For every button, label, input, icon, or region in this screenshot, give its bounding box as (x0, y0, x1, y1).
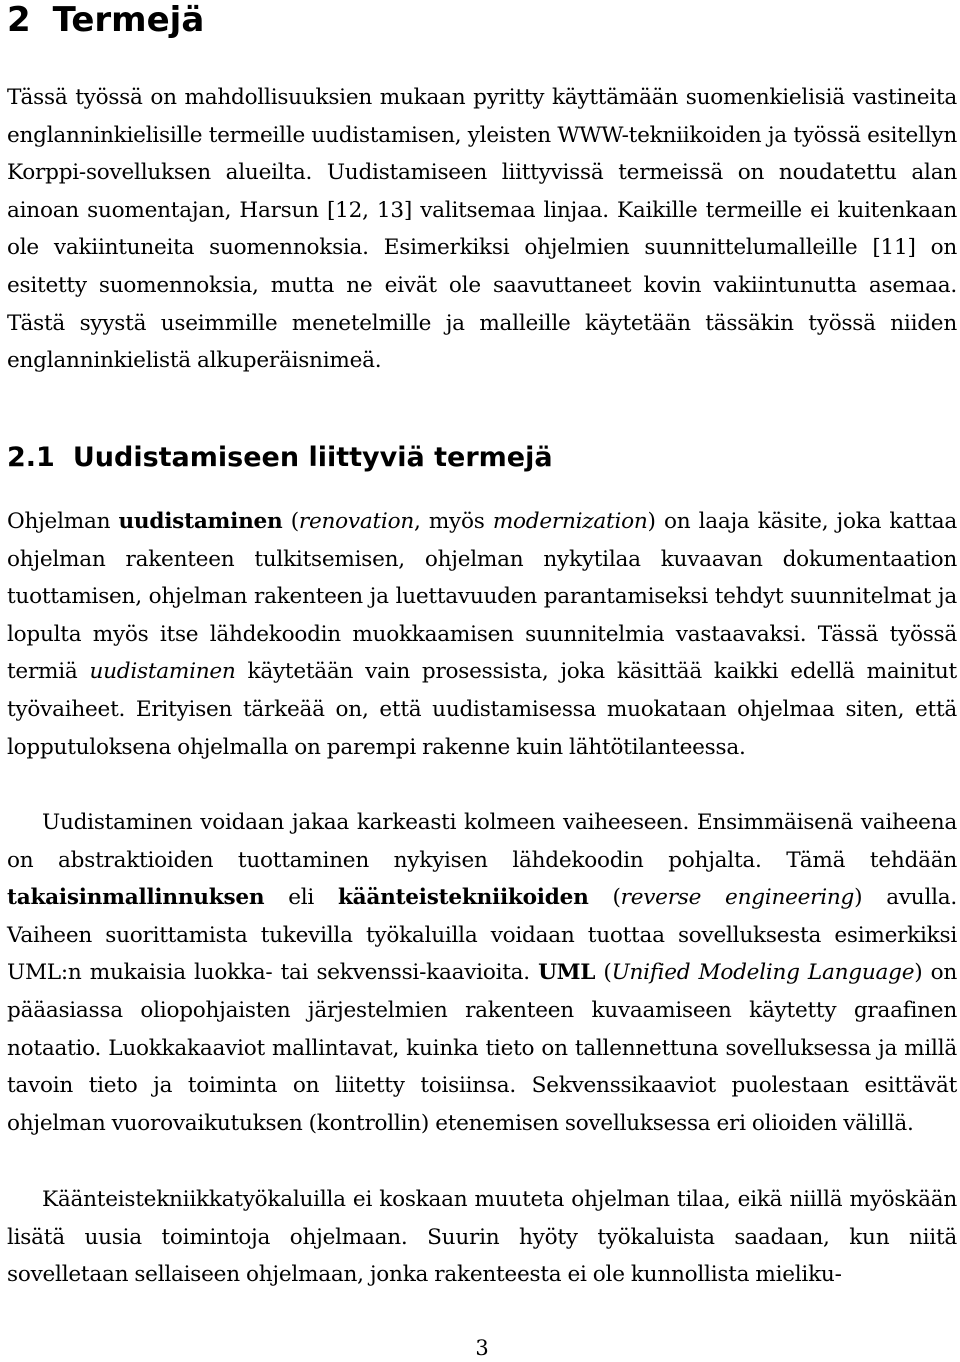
section-title: Uudistamiseen liittyviä termejä (72, 442, 553, 473)
section-heading (7, 440, 553, 476)
text-run: ) on laaja käsite, joka kattaa ohjelman rakenteen tulkitsemisen, ohjelman nykytilaa kuvaavan dokumentaation tuottamisen, ohjelman rakenteen ja luettavuuden parantamiseksi tehdyt suunnitelmat ja lopulta myös itse lähdekoodin muokkaamisen suunnitelmia vastaavaksi. Tässä työssä termiä (7, 509, 957, 685)
term-italic: uudistaminen (89, 659, 236, 685)
text-run: ) avulla. Vaiheen suorittamista tukevilla työkaluilla voidaan tuottaa sovelluksesta esimerkiksi UML:n mukaisia luokka- tai sekvenssi-kaavioita. (7, 885, 957, 986)
section-number: 2.1 (7, 442, 55, 473)
chapter-number: 2 (7, 0, 31, 40)
intro-paragraph (7, 79, 957, 380)
text-run: , myös (413, 509, 493, 534)
intro-text: Tässä työssä on mahdollisuuksien mukaan pyritty käyttämään suomenkielisiä vastineita englanninkielisille termeille uudistamisen, yleisten WWW-tekniikoiden ja työssä esitellyn Korppi-sovelluksen alueilta. Uudistamiseen liittyvissä termeissä on noudatettu alan ainoan suomentajan, Harsun [12, 13] valitsemaa linjaa. Kaikille termeille ei kuitenkaan ole vakiintuneita suomennoksia. Esimerkiksi ohjelmien suunnittelumalleille [11] on esitetty suomennoksia, mutta ne eivät ole saavuttaneet kovin vakiintunutta asemaa. Tästä syystä useimmille menetelmille ja malleille käytetään tässäkin työssä niiden englanninkielistä alkuperäisnimeä. (7, 85, 957, 374)
text-run: Käänteistekniikkatyökaluilla ei koskaan muuteta ohjelman tilaa, eikä niillä myöskään lisätä uusia toimintoja ohjelmaan. Suurin hyöty työkaluista saadaan, kun niitä sovelletaan sellaiseen ohjelmaan, jonka rakenteesta ei ole kunnollista mieliku- (7, 1187, 957, 1288)
chapter-title: Termejä (52, 0, 205, 40)
term-bold: UML (538, 960, 596, 986)
text-run: ) on pääasiassa oliopohjaisten järjestelmien rakenteen kuvaamiseen käytetty graafinen notaatio. Luokkakaaviot mallintavat, kuinka tieto on tallennettuna sovelluksessa ja millä tavoin tieto ja toiminta on liitetty toisiinsa. Sekvenssikaaviot puolestaan esittävät ohjelman vuorovaikutuksen (kontrollin) etenemisen sovelluksessa eri olioiden välillä. (7, 960, 957, 1136)
text-run: eli (264, 885, 338, 911)
text-run: ( (595, 960, 612, 986)
paragraph-renovation (7, 503, 957, 766)
term-italic: renovation (298, 509, 414, 534)
term-bold: käänteistekniikoiden (337, 885, 589, 911)
paragraph-reverse-engineering-tools (7, 1181, 957, 1294)
text-run: ( (588, 885, 621, 911)
term-italic: modernization (492, 509, 648, 534)
term-italic: Unified Modeling Language (611, 960, 915, 986)
text-run: ( (282, 509, 299, 534)
text-run: Uudistaminen voidaan jakaa karkeasti kolmeen vaiheeseen. Ensimmäisenä vaiheena on abstraktioiden tuottaminen nykyisen lähdekoodin pohjalta. Tämä tehdään (7, 810, 957, 873)
chapter-heading (7, 0, 204, 40)
term-bold: takaisinmallinnuksen (7, 885, 265, 911)
term-bold: uudistaminen (118, 509, 283, 534)
document-page (7, 0, 957, 1361)
text-run: käytetään vain prosessista, joka käsittää kaikki edellä mainitut työvaiheet. Erityisen tärkeää on, että uudistamisessa muokataan ohjelmaa siten, että lopputuloksena ohjelmalla on parempi rakenne kuin lähtötilanteessa. (7, 659, 957, 760)
text-run: Ohjelman (7, 509, 119, 534)
paragraph-phases (7, 804, 957, 1142)
page-number: 3 (475, 1336, 489, 1360)
term-italic: reverse engineering (620, 885, 855, 911)
